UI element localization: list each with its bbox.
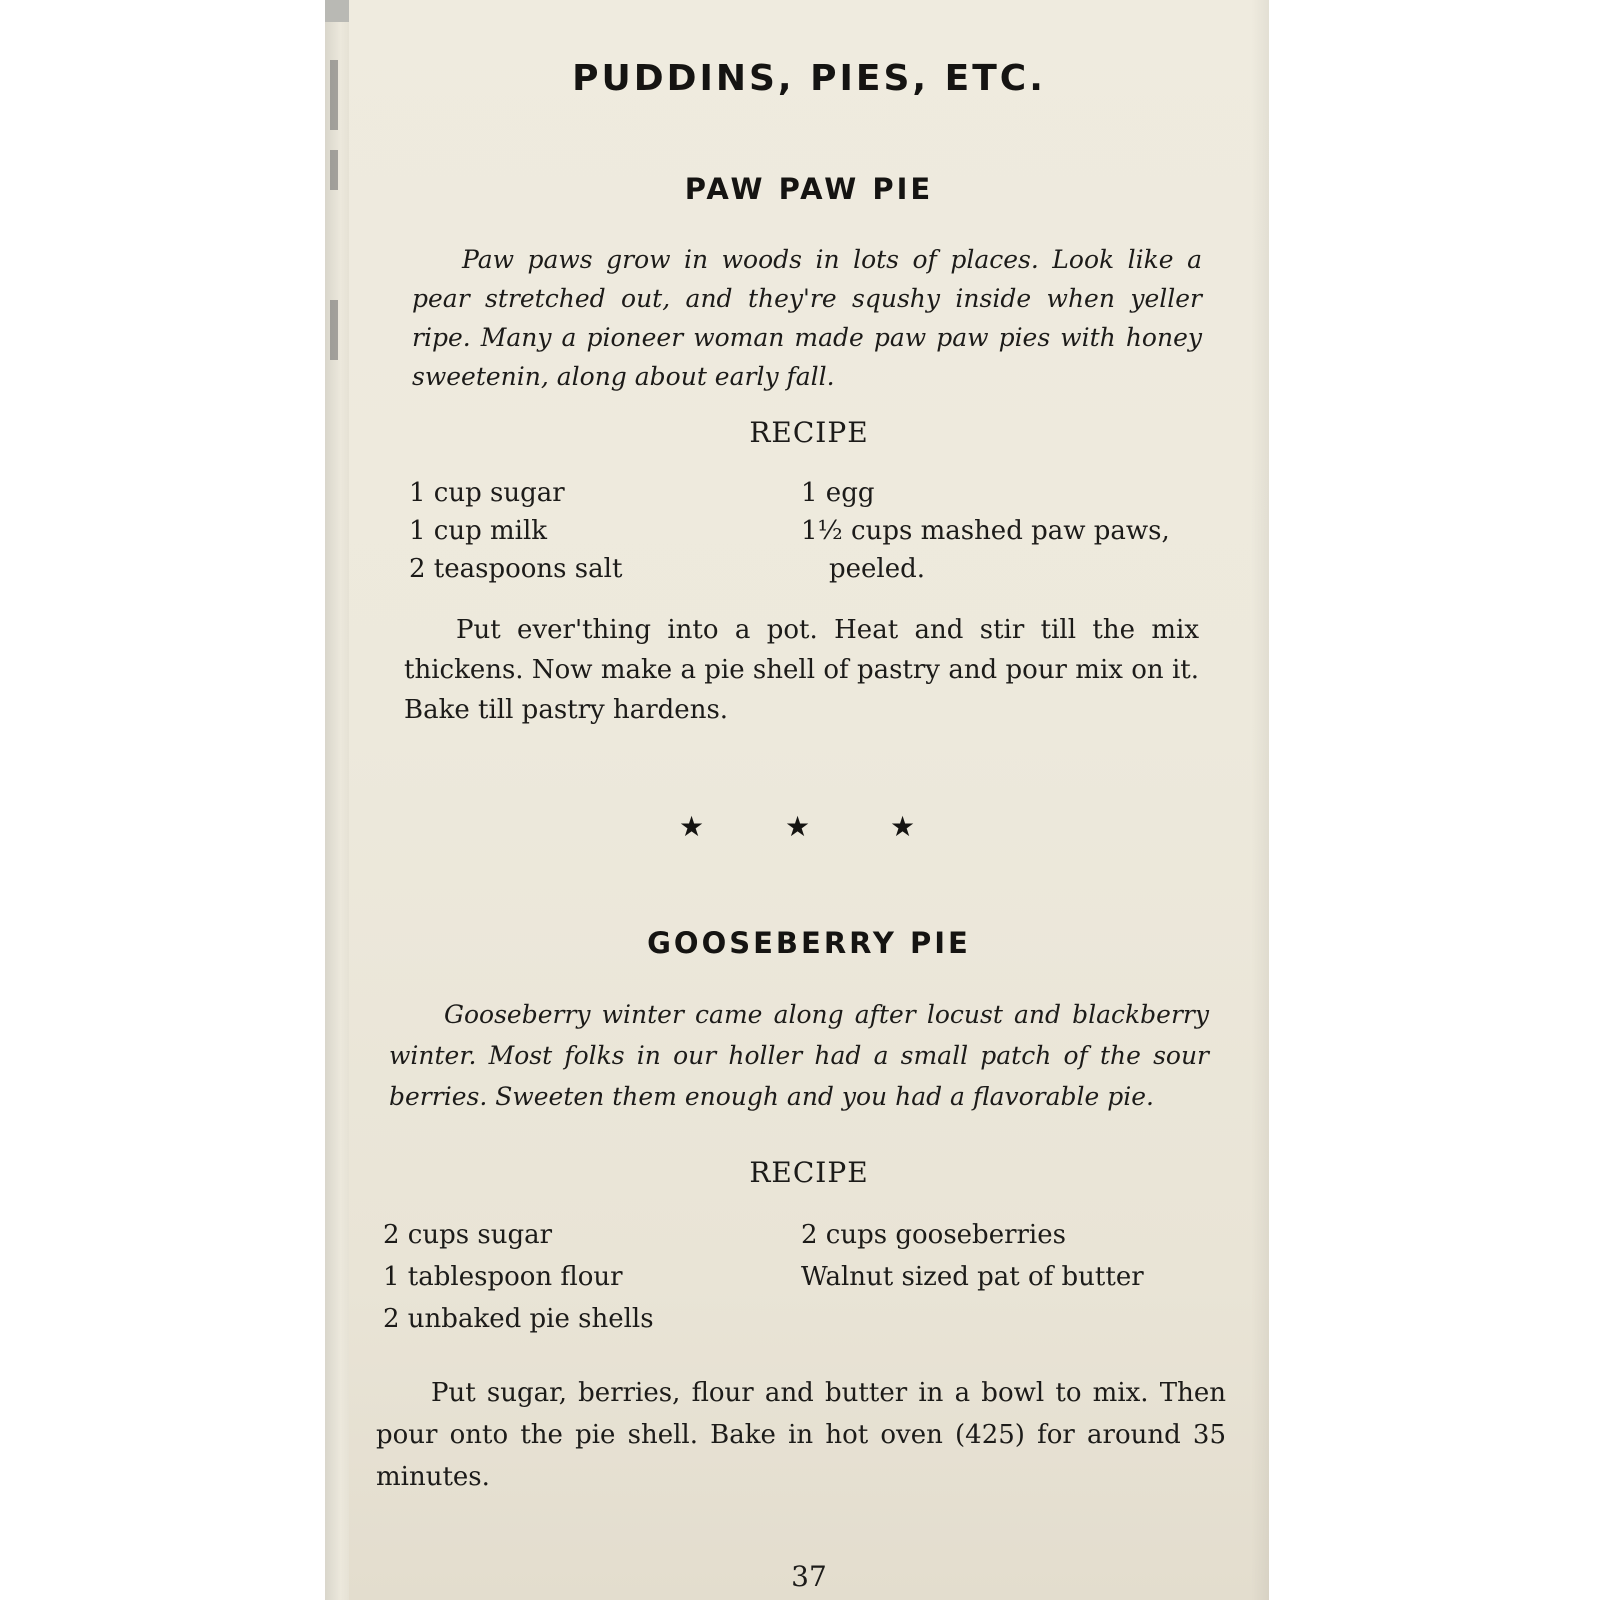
ingredient-item: 1 cup sugar (409, 478, 565, 508)
recipe-intro-paw-paw: Paw paws grow in woods in lots of places. Look like a pear stretched out, and they're squshy inside when yeller ripe. Many a pioneer woman made paw paw pies with honey sweetenin, along about early fall. (412, 245, 1202, 391)
ingredients-right-paw-paw (801, 474, 1170, 588)
recipe-instructions-paw-paw: Put ever'thing into a pot. Heat and stir till the mix thickens. Now make a pie shell of pastry and pour mix on it. Bake till pastry hardens. (404, 615, 1199, 725)
recipe-label-gooseberry: RECIPE (749, 1156, 869, 1189)
edge-mark (330, 300, 338, 360)
ingredient-item: 1 egg (801, 478, 875, 508)
recipe-title-gooseberry: GOOSEBERRY PIE (647, 926, 971, 960)
ingredients-right-gooseberry (801, 1214, 1144, 1298)
star-icon: ★ (785, 810, 811, 843)
ingredient-item: 1 tablespoon flour (383, 1262, 623, 1292)
star-icon: ★ (890, 810, 916, 843)
ingredient-item: peeled. (829, 554, 926, 584)
ingredient-item: 2 cups gooseberries (801, 1220, 1066, 1250)
recipe-title-paw-paw: PAW PAW PIE (684, 172, 934, 206)
ingredient-item: Walnut sized pat of butter (801, 1262, 1144, 1292)
page-number: 37 (791, 1560, 827, 1593)
page-shadow (1251, 0, 1269, 1600)
book-page (349, 0, 1269, 1600)
chapter-title: PUDDINS, PIES, ETC. (572, 58, 1046, 99)
ingredients-left-paw-paw (409, 474, 622, 588)
ingredient-item: 1½ cups mashed paw paws, (801, 516, 1170, 546)
left-page-edge (325, 0, 351, 1600)
ingredient-item: 2 unbaked pie shells (383, 1304, 654, 1334)
edge-mark (330, 150, 338, 190)
star-icon: ★ (679, 810, 705, 843)
section-separator (349, 812, 1269, 852)
ingredient-item: 2 teaspoons salt (409, 554, 623, 584)
ingredient-item: 1 cup milk (409, 516, 548, 546)
ingredients-left-gooseberry (383, 1214, 654, 1340)
recipe-instructions-gooseberry: Put sugar, berries, flour and butter in a bowl to mix. Then pour onto the pie shell. Bake in hot oven (425) for around 35 minutes. (376, 1378, 1226, 1492)
ingredient-item: 2 cups sugar (383, 1220, 553, 1250)
edge-mark (330, 60, 338, 130)
recipe-intro-gooseberry: Gooseberry winter came along after locust and blackberry winter. Most folks in our holler had a small patch of the sour berries. Sweeten them enough and you had a flavorable pie. (389, 1000, 1209, 1111)
recipe-label-paw-paw: RECIPE (749, 416, 869, 449)
